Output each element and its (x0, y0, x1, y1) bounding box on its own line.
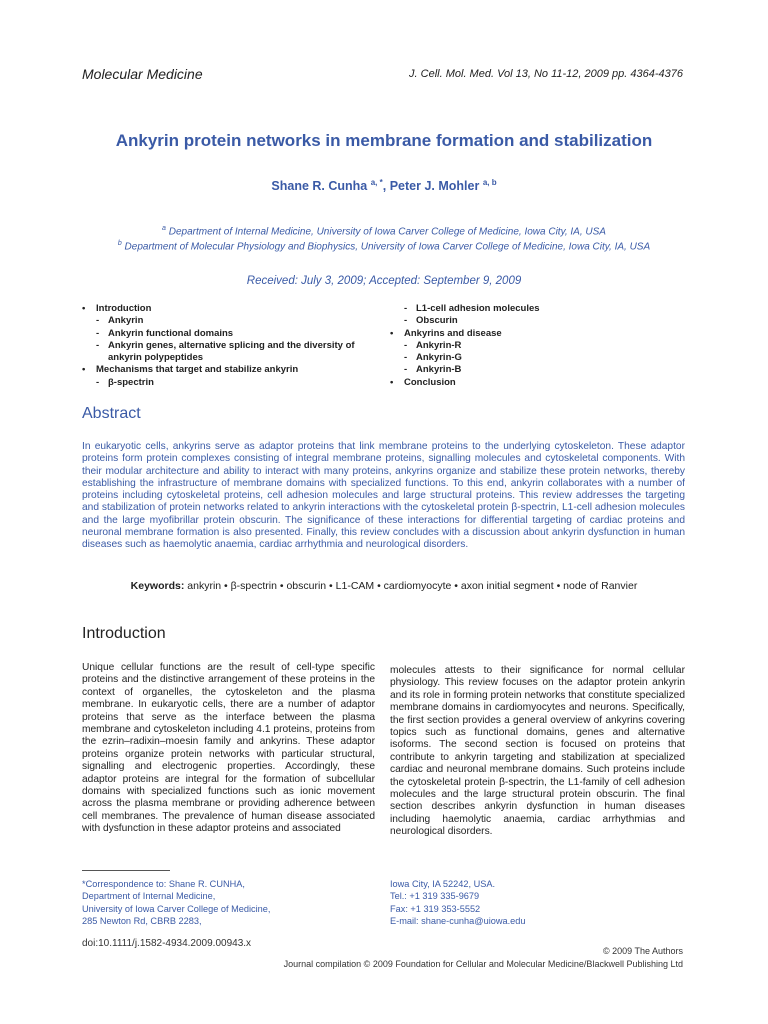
footnote-line: *Correspondence to: Shane R. CUNHA, (82, 879, 245, 889)
footnote-line: Fax: +1 319 353-5552 (390, 903, 481, 914)
footnote-line: University of Iowa Carver College of Medicine, (82, 903, 271, 914)
journal-citation: J. Cell. Mol. Med. Vol 13, No 11-12, 2009 pp. 4364-4376 (409, 68, 683, 80)
toc-item: - β-spectrin (82, 377, 382, 389)
table-of-contents-left (82, 303, 382, 389)
author-line (0, 178, 768, 193)
abstract-heading: Abstract (82, 405, 141, 422)
affiliation-mark: a (162, 225, 166, 232)
affiliation-text: Department of Internal Medicine, University of Iowa Carver College of Medicine, Iowa City, IA, USA (168, 226, 606, 238)
affiliation-text: Department of Molecular Physiology and Biophysics, University of Iowa Carver College of Medicine, Iowa City, IA, USA (124, 241, 651, 253)
footnote-line: Tel.: +1 319 335-9679 (390, 891, 480, 902)
article-title: Ankyrin protein networks in membrane formation and stabilization (115, 131, 653, 150)
keywords-label: Keywords: (130, 580, 185, 592)
author-separator: , (382, 179, 390, 194)
copyright-line: Journal compilation © 2009 Foundation for Cellular and Molecular Medicine/Blackwell Publishing Ltd (283, 959, 683, 969)
doi[interactable]: doi:10.1111/j.1582-4934.2009.00943.x (82, 938, 252, 949)
author-affiliation-mark: a, * (370, 178, 383, 187)
copyright (284, 945, 683, 971)
toc-item: - L1-cell adhesion molecules (390, 303, 680, 315)
toc-item: - Obscurin (390, 315, 680, 327)
correspondence-contact (390, 878, 525, 927)
toc-item: • Ankyrins and disease (390, 328, 680, 340)
toc-item: - Ankyrin functional domains (82, 328, 382, 340)
footnote-line: 285 Newton Rd, CBRB 2283, (82, 915, 202, 926)
toc-item: • Introduction (82, 303, 382, 315)
email-link[interactable]: E-mail: shane-cunha@uiowa.edu (390, 915, 526, 926)
introduction-heading: Introduction (82, 625, 166, 642)
affiliation-mark: b (117, 240, 122, 247)
toc-item: • Mechanisms that target and stabilize ankyrin (82, 364, 382, 376)
footnote-divider (82, 870, 170, 871)
abstract-text: In eukaryotic cells, ankyrins serve as adaptor proteins that link membrane proteins to the underlying cytoskeleton. These adaptor proteins form protein complexes consisting of integral membrane proteins, signalling molecules and cytoskeletal components. With their modular architecture and ability to interact with many proteins, ankyrins organize and stabilize these protein networks, thereby establishing the infrastructure of membrane domains with specialized functions. To this end, ankyrin collaborates with a number of proteins including cytoskeletal proteins, cell adhesion molecules and large structural proteins. This review addresses the targeting and stabilization of protein networks related to ankyrin interactions with the cytoskeletal protein β-spectrin, L1-cell adhesion molecules and the large myofibrillar protein obscurin. The significance of these interactions for differential targeting of cardiac proteins and neuronal membrane formation is also presented. Finally, this review concludes with a discussion about ankyrin dysfunction in human diseases such as haemolytic anaemia, cardiac arrhythmia and neurological disorders. (82, 441, 685, 551)
keywords (0, 580, 768, 592)
introduction-text-left: Unique cellular functions are the result of cell-type specific proteins and the distinctive arrangement of these proteins in the context of organelles, the cytoskeleton and the plasma membrane. In eukaryotic cells, there are a number of adaptor proteins that serve as the interface between the plasma membrane and cytoskeleton including 4.1 proteins, proteins from the ezrin–radixin–moesin family and ankyrins. These adaptor proteins organize protein networks with particular structural, signalling and electrogenic properties. Accordingly, these adaptor proteins are integral for the formation of subcellular domains with specialized functions such as ionic movement across the plasma membrane or providing adherence between cell membranes. The prevalence of human disease associated with dysfunction in these adaptor proteins and associated (82, 662, 375, 835)
table-of-contents-right (390, 303, 680, 389)
affiliation (0, 240, 768, 252)
introduction-text-right: molecules attests to their significance for normal cellular physiology. This review focuses on the adaptor protein ankyrin and its role in forming protein networks that constitute specialized membrane domains in cardiomyocytes and neurons. Specifically, the first section provides a general overview of ankyrins covering topics such as functional domains, genes and alternative isoforms. The second section is focused on proteins that contribute to ankyrin targeting and stabilization at specialized cardiac and neuronal membrane domains. Such proteins include the cytoskeletal protein β-spectrin, the L1-family of cell adhesion molecules and the large structural protein obscurin. The final section describes ankyrin dysfunction in human diseases including haemolytic anaemia, cardiac arrhythmias and neurological disorders. (390, 665, 685, 838)
toc-item: - Ankyrin (82, 315, 382, 327)
toc-item: • Conclusion (390, 377, 680, 389)
journal-name: Molecular Medicine (82, 66, 203, 82)
correspondence-footnote (82, 878, 270, 927)
toc-item: - Ankyrin-B (390, 364, 680, 376)
author-name: Shane R. Cunha (271, 179, 368, 194)
toc-item: - Ankyrin-G (390, 352, 680, 364)
keywords-list: ankyrin • β-spectrin • obscurin • L1-CAM • cardiomyocyte • axon initial segment • node of Ranvier (187, 580, 638, 592)
toc-item: - Ankyrin genes, alternative splicing and the diversity of ankyrin polypeptides (82, 340, 382, 365)
copyright-line: © 2009 The Authors (602, 946, 683, 956)
affiliation (0, 225, 768, 237)
author-affiliation-mark: a, b (482, 178, 497, 187)
toc-item: - Ankyrin-R (390, 340, 680, 352)
received-dates: Received: July 3, 2009; Accepted: September 9, 2009 (246, 275, 522, 287)
footnote-line: Iowa City, IA 52242, USA. (390, 879, 496, 889)
footnote-line: Department of Internal Medicine, (82, 891, 216, 902)
author-name: Peter J. Mohler (389, 179, 480, 194)
